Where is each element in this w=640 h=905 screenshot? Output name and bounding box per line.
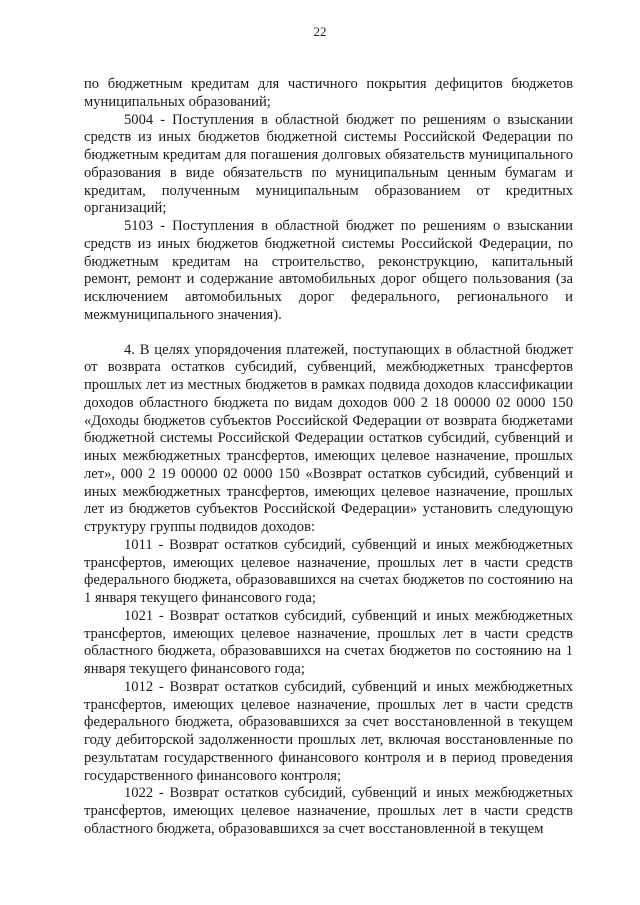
paragraph-1011: 1011 - Возврат остатков субсидий, субвенций и иных межбюджетных трансфертов, имеющих целевое назначение, прошлых лет в части средств федерального бюджета, образовавшихся на счетах бюджетов по состоянию на 1 января текущего финансового года; (84, 536, 573, 606)
document-body (84, 76, 573, 839)
paragraph-5004: 5004 - Поступления в областной бюджет по решениям о взыскании средств из иных бюджетов бюджетной системы Российской Федерации по бюджетным кредитам для погашения долговых обязательств муниципального образования в виде обязательств по муниципальным ценным бумагам и кредитам, полученным муниципальным образованием от кредитных организаций; (84, 111, 573, 217)
paragraph-item-4: 4. В целях упорядочения платежей, поступающих в областной бюджет от возврата остатков субсидий, субвенций, межбюджетных трансфертов прошлых лет из местных бюджетов в рамках подвида доходов классификации доходов областного бюджета по видам доходов 000 2 18 00000 02 0000 150 «Доходы бюджетов субъектов Российской Федерации от возврата бюджетами бюджетной системы Российской Федерации остатков субсидий, субвенций и иных межбюджетных трансфертов, имеющих целевое назначение, прошлых лет», 000 2 19 00000 02 0000 150 «Возврат остатков субсидий, субвенций и иных межбюджетных трансфертов, имеющих целевое назначение, прошлых лет из бюджетов субъектов Российской Федерации» установить следующую структуру группы подвидов доходов: (84, 341, 573, 535)
paragraph-5103: 5103 - Поступления в областной бюджет по решениям о взыскании средств из иных бюджетов бюджетной системы Российской Федерации, по бюджетным кредитам на строительство, реконструкцию, капитальный ремонт, ремонт и содержание автомобильных дорог общего пользования (за исключением автомобильных дорог федерального, регионального и межмуниципального значения). (84, 218, 573, 323)
paragraph-1021: 1021 - Возврат остатков субсидий, субвенций и иных межбюджетных трансфертов, имеющих целевое назначение, прошлых лет в части средств областного бюджета, образовавшихся на счетах бюджетов по состоянию на 1 января текущего финансового года; (84, 607, 573, 677)
paragraph-spacer (84, 325, 573, 342)
page-number: 22 (313, 24, 327, 39)
paragraph-continuation: по бюджетным кредитам для частичного покрытия дефицитов бюджетов муниципальных образований; (84, 76, 573, 110)
paragraph-1012: 1012 - Возврат остатков субсидий, субвенций и иных межбюджетных трансфертов, имеющих целевое назначение, прошлых лет в части средств федерального бюджета, образовавшихся за счет восстановленной в текущем году дебиторской задолженности прошлых лет, включая восстановленные по результатам государственного финансового контроля и в период проведения государственного финансового контроля; (84, 678, 573, 784)
paragraph-1022: 1022 - Возврат остатков субсидий, субвенций и иных межбюджетных трансфертов, имеющих целевое назначение, прошлых лет в части средств областного бюджета, образовавшихся за счет восстановленной в текущем (84, 785, 573, 837)
